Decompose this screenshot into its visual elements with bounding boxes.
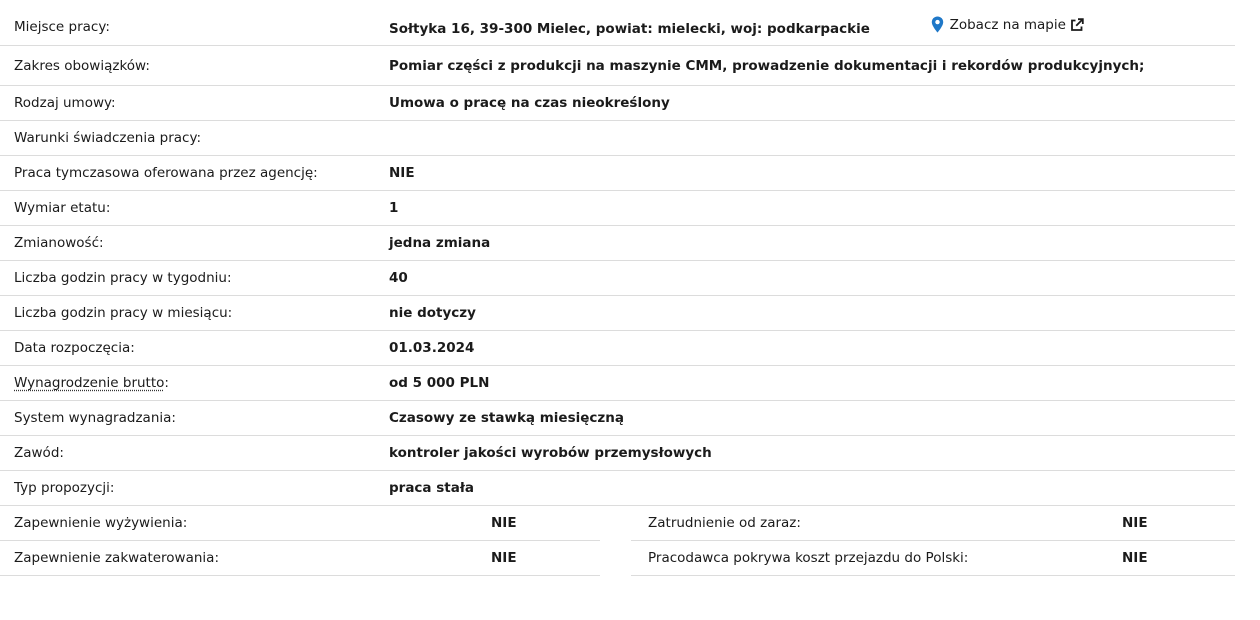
row-duties [0, 46, 1235, 86]
label-accommodation: Zapewnienie zakwaterowania: [14, 550, 219, 566]
value-offer-type: praca stała [389, 480, 474, 496]
view-on-map-label: Zobacz na mapie [949, 16, 1066, 33]
row-pay-system [0, 401, 1235, 436]
label-monthly-hours: Liczba godzin pracy w miesiącu: [14, 305, 233, 321]
row-immediate-hire [631, 506, 1235, 541]
row-job-size [0, 191, 1235, 226]
row-monthly-hours [0, 296, 1235, 331]
row-workplace [0, 8, 1235, 46]
row-accommodation [0, 541, 600, 576]
label-work-conditions: Warunki świadczenia pracy: [14, 130, 202, 146]
row-start-date [0, 331, 1235, 366]
value-shifts: jedna zmiana [389, 235, 491, 251]
benefits-left-column [0, 506, 600, 576]
label-job-size: Wymiar etatu: [14, 200, 111, 216]
label-weekly-hours: Liczba godzin pracy w tygodniu: [14, 270, 232, 286]
label-occupation: Zawód: [14, 445, 64, 461]
value-weekly-hours: 40 [389, 270, 408, 286]
value-contract-type: Umowa o pracę na czas nieokreślony [389, 95, 670, 111]
label-shifts: Zmianowość: [14, 235, 104, 251]
row-contract-type [0, 86, 1235, 121]
label-immediate-hire: Zatrudnienie od zaraz: [648, 515, 801, 531]
workplace-address: Sołtyka 16, 39-300 Mielec, powiat: mielecki, woj: podkarpackie [389, 21, 870, 37]
value-gross-salary: od 5 000 PLN [389, 375, 490, 391]
label-start-date: Data rozpoczęcia: [14, 340, 135, 356]
row-travel-cost [631, 541, 1235, 576]
value-meals: NIE [491, 515, 517, 531]
label-workplace: Miejsce pracy: [14, 18, 110, 35]
gross-salary-tooltip-term[interactable]: Wynagrodzenie brutto [14, 375, 165, 391]
label-offer-type: Typ propozycji: [14, 480, 115, 496]
row-temp-agency [0, 156, 1235, 191]
value-temp-agency: NIE [389, 165, 415, 181]
value-workplace [389, 16, 1235, 37]
row-occupation [0, 436, 1235, 471]
view-on-map-link[interactable] [931, 16, 1090, 33]
row-offer-type [0, 471, 1235, 506]
label-contract-type: Rodzaj umowy: [14, 95, 116, 111]
value-pay-system: Czasowy ze stawką miesięczną [389, 410, 624, 426]
row-work-conditions [0, 121, 1235, 156]
map-pin-icon [931, 16, 944, 33]
value-start-date: 01.03.2024 [389, 340, 475, 356]
label-duties: Zakres obowiązków: [14, 57, 150, 74]
value-travel-cost: NIE [1122, 550, 1148, 566]
external-link-icon [1070, 18, 1084, 32]
value-immediate-hire: NIE [1122, 515, 1148, 531]
label-pay-system: System wynagradzania: [14, 410, 176, 426]
row-gross-salary [0, 366, 1235, 401]
row-weekly-hours [0, 261, 1235, 296]
benefits-section [0, 506, 1235, 576]
benefits-right-column [631, 506, 1235, 576]
row-shifts [0, 226, 1235, 261]
label-gross-salary [0, 375, 389, 391]
value-accommodation: NIE [491, 550, 517, 566]
label-temp-agency: Praca tymczasowa oferowana przez agencję: [14, 165, 318, 181]
label-meals: Zapewnienie wyżywienia: [14, 515, 188, 531]
value-duties: Pomiar części z produkcji na maszynie CMM, prowadzenie dokumentacji i rekordów produkcyjnych; [389, 57, 1145, 74]
row-meals [0, 506, 600, 541]
gross-salary-colon: : [164, 375, 169, 391]
value-job-size: 1 [389, 200, 399, 216]
label-travel-cost: Pracodawca pokrywa koszt przejazdu do Polski: [648, 550, 969, 566]
value-occupation: kontroler jakości wyrobów przemysłowych [389, 445, 712, 461]
value-monthly-hours: nie dotyczy [389, 305, 476, 321]
